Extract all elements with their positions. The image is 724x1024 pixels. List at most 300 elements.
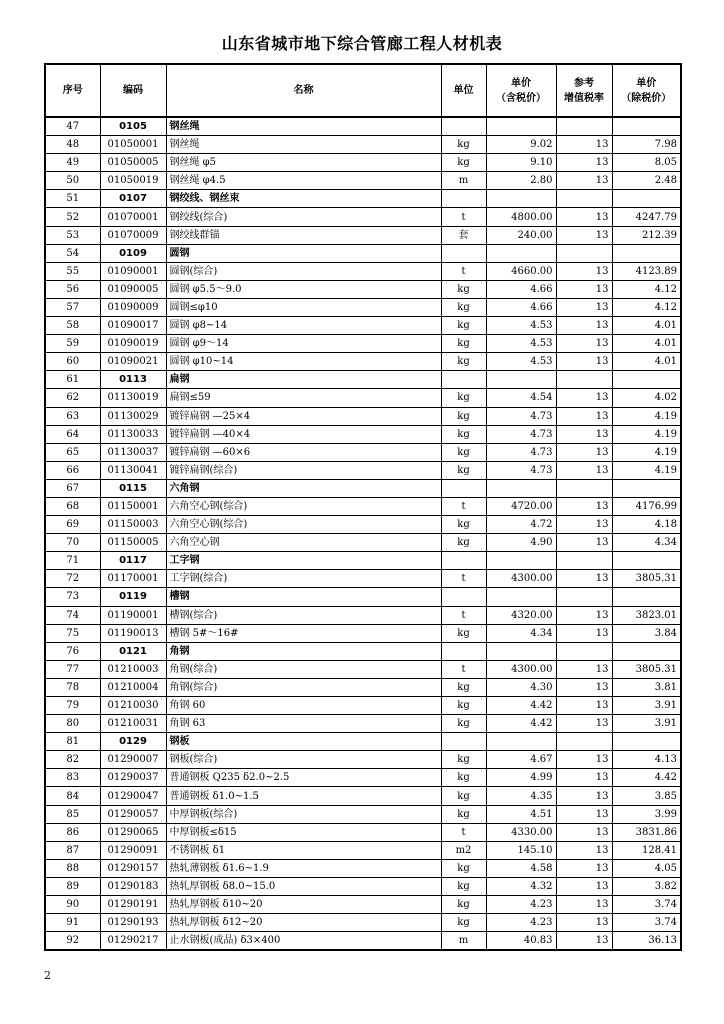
cell-price-without-tax: 128.41 bbox=[612, 841, 681, 859]
cell-code: 01210031 bbox=[100, 715, 166, 733]
cell-vat-rate: 13 bbox=[556, 570, 612, 588]
cell-seq: 91 bbox=[45, 914, 100, 932]
header-seq: 序号 bbox=[45, 64, 100, 117]
cell-code: 01290057 bbox=[100, 805, 166, 823]
cell-code: 01290191 bbox=[100, 896, 166, 914]
cell-vat-rate: 13 bbox=[556, 425, 612, 443]
table-row bbox=[45, 678, 681, 696]
cell-vat-rate: 13 bbox=[556, 497, 612, 515]
cell-vat-rate: 13 bbox=[556, 877, 612, 895]
cell-code: 01290007 bbox=[100, 751, 166, 769]
cell-name: 普通钢板 δ1.0~1.5 bbox=[166, 787, 441, 805]
cell-code: 01130033 bbox=[100, 425, 166, 443]
header-price-without-tax bbox=[612, 64, 681, 117]
table-row bbox=[45, 516, 681, 534]
category-row bbox=[45, 117, 681, 136]
cell-unit: t bbox=[441, 823, 486, 841]
cell-code: 01290183 bbox=[100, 877, 166, 895]
cell-seq: 56 bbox=[45, 280, 100, 298]
table-row bbox=[45, 841, 681, 859]
cell-name: 普通钢板 Q235 δ2.0~2.5 bbox=[166, 769, 441, 787]
cell-code: 01050001 bbox=[100, 136, 166, 154]
cell-price-with-tax bbox=[486, 190, 556, 208]
table-row bbox=[45, 226, 681, 244]
cell-price-without-tax bbox=[612, 552, 681, 570]
cell-name: 圆钢 φ8~14 bbox=[166, 317, 441, 335]
cell-price-with-tax: 4.34 bbox=[486, 624, 556, 642]
cell-code: 01090021 bbox=[100, 353, 166, 371]
cell-vat-rate bbox=[556, 244, 612, 262]
cell-unit: 套 bbox=[441, 226, 486, 244]
cell-price-without-tax: 4.19 bbox=[612, 407, 681, 425]
cell-code: 0109 bbox=[100, 244, 166, 262]
cell-name: 角钢(综合) bbox=[166, 660, 441, 678]
cell-unit: kg bbox=[441, 317, 486, 335]
cell-price-without-tax: 4.01 bbox=[612, 353, 681, 371]
cell-price-with-tax: 9.02 bbox=[486, 136, 556, 154]
cell-name: 圆钢 φ5.5～9.0 bbox=[166, 280, 441, 298]
cell-seq: 59 bbox=[45, 335, 100, 353]
cell-name: 槽钢(综合) bbox=[166, 606, 441, 624]
header-name: 名称 bbox=[166, 64, 441, 117]
cell-name: 槽钢 5#～16# bbox=[166, 624, 441, 642]
category-row bbox=[45, 190, 681, 208]
cell-unit: kg bbox=[441, 697, 486, 715]
cell-unit bbox=[441, 244, 486, 262]
header-price-without-tax-line2: （除税价） bbox=[621, 92, 672, 104]
cell-seq: 85 bbox=[45, 805, 100, 823]
cell-code: 01090001 bbox=[100, 262, 166, 280]
cell-name: 圆钢≤φ10 bbox=[166, 298, 441, 316]
cell-name: 槽钢 bbox=[166, 588, 441, 606]
cell-seq: 53 bbox=[45, 226, 100, 244]
cell-unit bbox=[441, 642, 486, 660]
cell-vat-rate: 13 bbox=[556, 136, 612, 154]
cell-code: 0129 bbox=[100, 733, 166, 751]
cell-code: 01130029 bbox=[100, 407, 166, 425]
cell-price-without-tax: 3.99 bbox=[612, 805, 681, 823]
cell-code: 0117 bbox=[100, 552, 166, 570]
cell-price-with-tax: 240.00 bbox=[486, 226, 556, 244]
table-row bbox=[45, 262, 681, 280]
cell-vat-rate bbox=[556, 371, 612, 389]
cell-price-without-tax: 4.01 bbox=[612, 335, 681, 353]
cell-price-without-tax bbox=[612, 371, 681, 389]
cell-price-without-tax: 4.34 bbox=[612, 534, 681, 552]
cell-name: 镀锌扁钢(综合) bbox=[166, 461, 441, 479]
cell-name: 角钢(综合) bbox=[166, 678, 441, 696]
cell-name: 热轧薄钢板 δ1.6~1.9 bbox=[166, 859, 441, 877]
cell-vat-rate: 13 bbox=[556, 678, 612, 696]
cell-unit: kg bbox=[441, 678, 486, 696]
cell-seq: 70 bbox=[45, 534, 100, 552]
cell-unit: kg bbox=[441, 805, 486, 823]
cell-vat-rate: 13 bbox=[556, 787, 612, 805]
table-row bbox=[45, 624, 681, 642]
cell-price-without-tax: 3.84 bbox=[612, 624, 681, 642]
cell-price-with-tax: 4.51 bbox=[486, 805, 556, 823]
table-row bbox=[45, 154, 681, 172]
cell-name: 扁钢≤59 bbox=[166, 389, 441, 407]
cell-vat-rate: 13 bbox=[556, 298, 612, 316]
cell-code: 01070001 bbox=[100, 208, 166, 226]
table-row bbox=[45, 787, 681, 805]
cell-vat-rate: 13 bbox=[556, 823, 612, 841]
cell-name: 工字钢(综合) bbox=[166, 570, 441, 588]
cell-code: 01130037 bbox=[100, 443, 166, 461]
cell-seq: 51 bbox=[45, 190, 100, 208]
cell-vat-rate: 13 bbox=[556, 407, 612, 425]
cell-name: 六角钢 bbox=[166, 479, 441, 497]
cell-vat-rate bbox=[556, 479, 612, 497]
cell-price-without-tax: 3831.86 bbox=[612, 823, 681, 841]
cell-seq: 66 bbox=[45, 461, 100, 479]
cell-code: 01210004 bbox=[100, 678, 166, 696]
cell-price-with-tax: 4.53 bbox=[486, 353, 556, 371]
table-row bbox=[45, 443, 681, 461]
cell-seq: 89 bbox=[45, 877, 100, 895]
cell-vat-rate: 13 bbox=[556, 317, 612, 335]
cell-name: 扁钢 bbox=[166, 371, 441, 389]
cell-price-without-tax: 4.05 bbox=[612, 859, 681, 877]
category-row bbox=[45, 552, 681, 570]
cell-price-with-tax: 4.53 bbox=[486, 317, 556, 335]
table-row bbox=[45, 280, 681, 298]
cell-price-with-tax bbox=[486, 552, 556, 570]
header-unit: 单位 bbox=[441, 64, 486, 117]
cell-price-with-tax: 4.32 bbox=[486, 877, 556, 895]
cell-vat-rate: 13 bbox=[556, 172, 612, 190]
cell-name: 钢丝绳 φ5 bbox=[166, 154, 441, 172]
cell-seq: 79 bbox=[45, 697, 100, 715]
cell-code: 01070009 bbox=[100, 226, 166, 244]
table-row bbox=[45, 823, 681, 841]
header-code: 编码 bbox=[100, 64, 166, 117]
cell-price-without-tax: 3.91 bbox=[612, 715, 681, 733]
cell-price-with-tax: 4300.00 bbox=[486, 660, 556, 678]
category-row bbox=[45, 371, 681, 389]
cell-vat-rate: 13 bbox=[556, 208, 612, 226]
table-row bbox=[45, 914, 681, 932]
cell-code: 01150005 bbox=[100, 534, 166, 552]
cell-price-without-tax: 2.48 bbox=[612, 172, 681, 190]
cell-name: 六角空心钢(综合) bbox=[166, 497, 441, 515]
page-number: 2 bbox=[44, 969, 51, 982]
cell-unit: kg bbox=[441, 154, 486, 172]
cell-name: 圆钢(综合) bbox=[166, 262, 441, 280]
cell-unit: kg bbox=[441, 914, 486, 932]
cell-price-with-tax: 4.67 bbox=[486, 751, 556, 769]
cell-name: 止水钢板(成品) δ3×400 bbox=[166, 932, 441, 951]
cell-code: 01290217 bbox=[100, 932, 166, 951]
cell-code: 01290037 bbox=[100, 769, 166, 787]
cell-price-without-tax: 3.91 bbox=[612, 697, 681, 715]
category-row bbox=[45, 733, 681, 751]
cell-vat-rate: 13 bbox=[556, 516, 612, 534]
cell-vat-rate: 13 bbox=[556, 859, 612, 877]
cell-unit bbox=[441, 733, 486, 751]
cell-name: 六角空心钢(综合) bbox=[166, 516, 441, 534]
cell-code: 01090005 bbox=[100, 280, 166, 298]
cell-unit: kg bbox=[441, 335, 486, 353]
cell-vat-rate: 13 bbox=[556, 914, 612, 932]
cell-code: 01190013 bbox=[100, 624, 166, 642]
cell-code: 01130019 bbox=[100, 389, 166, 407]
cell-price-with-tax bbox=[486, 244, 556, 262]
cell-unit bbox=[441, 588, 486, 606]
cell-seq: 77 bbox=[45, 660, 100, 678]
table-row bbox=[45, 298, 681, 316]
cell-price-with-tax: 4.35 bbox=[486, 787, 556, 805]
cell-vat-rate: 13 bbox=[556, 751, 612, 769]
table-row bbox=[45, 497, 681, 515]
cell-vat-rate: 13 bbox=[556, 226, 612, 244]
cell-unit: kg bbox=[441, 461, 486, 479]
cell-price-with-tax: 4.54 bbox=[486, 389, 556, 407]
cell-price-with-tax: 4.72 bbox=[486, 516, 556, 534]
cell-name: 钢板(综合) bbox=[166, 751, 441, 769]
cell-code: 01090009 bbox=[100, 298, 166, 316]
table-row bbox=[45, 932, 681, 951]
cell-unit: kg bbox=[441, 443, 486, 461]
table-row bbox=[45, 751, 681, 769]
category-row bbox=[45, 642, 681, 660]
cell-vat-rate: 13 bbox=[556, 443, 612, 461]
cell-code: 0115 bbox=[100, 479, 166, 497]
cell-unit: kg bbox=[441, 425, 486, 443]
cell-seq: 67 bbox=[45, 479, 100, 497]
cell-price-with-tax bbox=[486, 588, 556, 606]
cell-seq: 72 bbox=[45, 570, 100, 588]
header-price-without-tax-line1: 单价 bbox=[636, 77, 657, 89]
cell-price-without-tax bbox=[612, 642, 681, 660]
cell-seq: 82 bbox=[45, 751, 100, 769]
cell-seq: 68 bbox=[45, 497, 100, 515]
cell-price-with-tax: 4.73 bbox=[486, 461, 556, 479]
cell-seq: 69 bbox=[45, 516, 100, 534]
cell-vat-rate: 13 bbox=[556, 154, 612, 172]
cell-price-with-tax: 4.66 bbox=[486, 298, 556, 316]
cell-code: 01050019 bbox=[100, 172, 166, 190]
header-price-with-tax-line1: 单价 bbox=[511, 77, 531, 89]
cell-unit: kg bbox=[441, 859, 486, 877]
cell-name: 不锈钢板 δ1 bbox=[166, 841, 441, 859]
table-row bbox=[45, 317, 681, 335]
cell-unit: kg bbox=[441, 280, 486, 298]
cell-unit: kg bbox=[441, 624, 486, 642]
cell-code: 01290091 bbox=[100, 841, 166, 859]
cell-name: 镀锌扁钢 —60×6 bbox=[166, 443, 441, 461]
table-row bbox=[45, 570, 681, 588]
cell-price-without-tax bbox=[612, 244, 681, 262]
cell-seq: 78 bbox=[45, 678, 100, 696]
cell-vat-rate: 13 bbox=[556, 805, 612, 823]
materials-table bbox=[44, 63, 682, 951]
cell-name: 热轧厚钢板 δ8.0~15.0 bbox=[166, 877, 441, 895]
cell-code: 01090019 bbox=[100, 335, 166, 353]
cell-price-without-tax: 3.82 bbox=[612, 877, 681, 895]
cell-price-without-tax: 4176.99 bbox=[612, 497, 681, 515]
cell-vat-rate: 13 bbox=[556, 896, 612, 914]
cell-price-with-tax: 4.42 bbox=[486, 697, 556, 715]
cell-vat-rate bbox=[556, 552, 612, 570]
header-price-with-tax bbox=[486, 64, 556, 117]
cell-code: 01210030 bbox=[100, 697, 166, 715]
cell-price-without-tax: 4123.89 bbox=[612, 262, 681, 280]
cell-code: 01290157 bbox=[100, 859, 166, 877]
cell-seq: 52 bbox=[45, 208, 100, 226]
cell-seq: 65 bbox=[45, 443, 100, 461]
cell-price-with-tax: 145.10 bbox=[486, 841, 556, 859]
cell-unit: m2 bbox=[441, 841, 486, 859]
table-row bbox=[45, 208, 681, 226]
cell-vat-rate: 13 bbox=[556, 335, 612, 353]
cell-name: 镀锌扁钢 —25×4 bbox=[166, 407, 441, 425]
cell-price-with-tax: 2.80 bbox=[486, 172, 556, 190]
cell-price-without-tax: 3.74 bbox=[612, 914, 681, 932]
cell-name: 角钢 63 bbox=[166, 715, 441, 733]
cell-name: 热轧厚钢板 δ10~20 bbox=[166, 896, 441, 914]
cell-vat-rate bbox=[556, 117, 612, 136]
cell-unit: kg bbox=[441, 534, 486, 552]
cell-unit bbox=[441, 371, 486, 389]
cell-unit: t bbox=[441, 606, 486, 624]
category-row bbox=[45, 244, 681, 262]
cell-vat-rate: 13 bbox=[556, 841, 612, 859]
cell-code: 0119 bbox=[100, 588, 166, 606]
cell-name: 圆钢 φ10~14 bbox=[166, 353, 441, 371]
cell-unit: kg bbox=[441, 769, 486, 787]
cell-price-with-tax: 4720.00 bbox=[486, 497, 556, 515]
table-row bbox=[45, 877, 681, 895]
cell-price-with-tax bbox=[486, 642, 556, 660]
cell-name: 圆钢 φ9～14 bbox=[166, 335, 441, 353]
cell-name: 中厚钢板≤δ15 bbox=[166, 823, 441, 841]
cell-code: 0107 bbox=[100, 190, 166, 208]
cell-unit: kg bbox=[441, 896, 486, 914]
cell-unit: kg bbox=[441, 787, 486, 805]
cell-price-with-tax: 4.58 bbox=[486, 859, 556, 877]
table-row bbox=[45, 660, 681, 678]
cell-code: 01290065 bbox=[100, 823, 166, 841]
category-row bbox=[45, 588, 681, 606]
header-vat-rate-line2: 增值税率 bbox=[564, 92, 604, 104]
cell-price-without-tax bbox=[612, 117, 681, 136]
cell-unit: t bbox=[441, 262, 486, 280]
cell-vat-rate: 13 bbox=[556, 624, 612, 642]
cell-name: 钢绞线群锚 bbox=[166, 226, 441, 244]
cell-code: 01290193 bbox=[100, 914, 166, 932]
header-vat-rate-line1: 参考 bbox=[574, 77, 594, 89]
table-row bbox=[45, 769, 681, 787]
cell-seq: 71 bbox=[45, 552, 100, 570]
cell-price-with-tax: 4.30 bbox=[486, 678, 556, 696]
cell-unit: kg bbox=[441, 298, 486, 316]
cell-code: 01290047 bbox=[100, 787, 166, 805]
cell-price-with-tax bbox=[486, 117, 556, 136]
cell-price-without-tax bbox=[612, 733, 681, 751]
cell-vat-rate: 13 bbox=[556, 660, 612, 678]
cell-price-without-tax: 4.19 bbox=[612, 425, 681, 443]
header-vat-rate bbox=[556, 64, 612, 117]
cell-price-with-tax: 9.10 bbox=[486, 154, 556, 172]
cell-unit: kg bbox=[441, 407, 486, 425]
cell-unit bbox=[441, 479, 486, 497]
cell-price-with-tax: 4.73 bbox=[486, 407, 556, 425]
table-row bbox=[45, 335, 681, 353]
cell-seq: 47 bbox=[45, 117, 100, 136]
cell-price-with-tax: 4.53 bbox=[486, 335, 556, 353]
cell-price-with-tax: 4.73 bbox=[486, 425, 556, 443]
cell-seq: 50 bbox=[45, 172, 100, 190]
cell-vat-rate bbox=[556, 588, 612, 606]
cell-seq: 90 bbox=[45, 896, 100, 914]
cell-price-without-tax: 4.12 bbox=[612, 298, 681, 316]
cell-vat-rate bbox=[556, 190, 612, 208]
table-row bbox=[45, 715, 681, 733]
cell-name: 热轧厚钢板 δ12~20 bbox=[166, 914, 441, 932]
cell-seq: 86 bbox=[45, 823, 100, 841]
cell-unit: t bbox=[441, 208, 486, 226]
cell-price-with-tax: 4660.00 bbox=[486, 262, 556, 280]
cell-unit: t bbox=[441, 660, 486, 678]
cell-seq: 76 bbox=[45, 642, 100, 660]
cell-code: 01210003 bbox=[100, 660, 166, 678]
cell-seq: 60 bbox=[45, 353, 100, 371]
cell-vat-rate: 13 bbox=[556, 262, 612, 280]
cell-price-without-tax: 4247.79 bbox=[612, 208, 681, 226]
cell-price-with-tax: 4330.00 bbox=[486, 823, 556, 841]
table-row bbox=[45, 461, 681, 479]
cell-price-without-tax bbox=[612, 479, 681, 497]
cell-price-without-tax: 4.42 bbox=[612, 769, 681, 787]
cell-seq: 92 bbox=[45, 932, 100, 951]
cell-price-without-tax: 3805.31 bbox=[612, 660, 681, 678]
cell-price-without-tax: 4.01 bbox=[612, 317, 681, 335]
cell-seq: 88 bbox=[45, 859, 100, 877]
category-row bbox=[45, 479, 681, 497]
cell-unit: kg bbox=[441, 877, 486, 895]
cell-price-without-tax: 4.19 bbox=[612, 443, 681, 461]
cell-vat-rate: 13 bbox=[556, 280, 612, 298]
table-row bbox=[45, 859, 681, 877]
cell-code: 01130041 bbox=[100, 461, 166, 479]
cell-price-with-tax: 4320.00 bbox=[486, 606, 556, 624]
cell-unit bbox=[441, 552, 486, 570]
cell-price-without-tax bbox=[612, 588, 681, 606]
cell-seq: 54 bbox=[45, 244, 100, 262]
cell-seq: 48 bbox=[45, 136, 100, 154]
cell-unit: t bbox=[441, 570, 486, 588]
cell-seq: 73 bbox=[45, 588, 100, 606]
header-price-with-tax-line2: （含税价） bbox=[496, 92, 546, 104]
cell-vat-rate bbox=[556, 733, 612, 751]
cell-seq: 87 bbox=[45, 841, 100, 859]
cell-price-without-tax: 3.85 bbox=[612, 787, 681, 805]
cell-seq: 84 bbox=[45, 787, 100, 805]
cell-name: 钢绞线、钢丝束 bbox=[166, 190, 441, 208]
cell-unit: kg bbox=[441, 353, 486, 371]
cell-price-without-tax: 4.02 bbox=[612, 389, 681, 407]
cell-unit: m bbox=[441, 172, 486, 190]
cell-code: 01150003 bbox=[100, 516, 166, 534]
table-row bbox=[45, 606, 681, 624]
table-row bbox=[45, 136, 681, 154]
cell-name: 角钢 bbox=[166, 642, 441, 660]
cell-price-with-tax: 4.23 bbox=[486, 896, 556, 914]
cell-price-without-tax: 7.98 bbox=[612, 136, 681, 154]
cell-price-with-tax: 40.83 bbox=[486, 932, 556, 951]
